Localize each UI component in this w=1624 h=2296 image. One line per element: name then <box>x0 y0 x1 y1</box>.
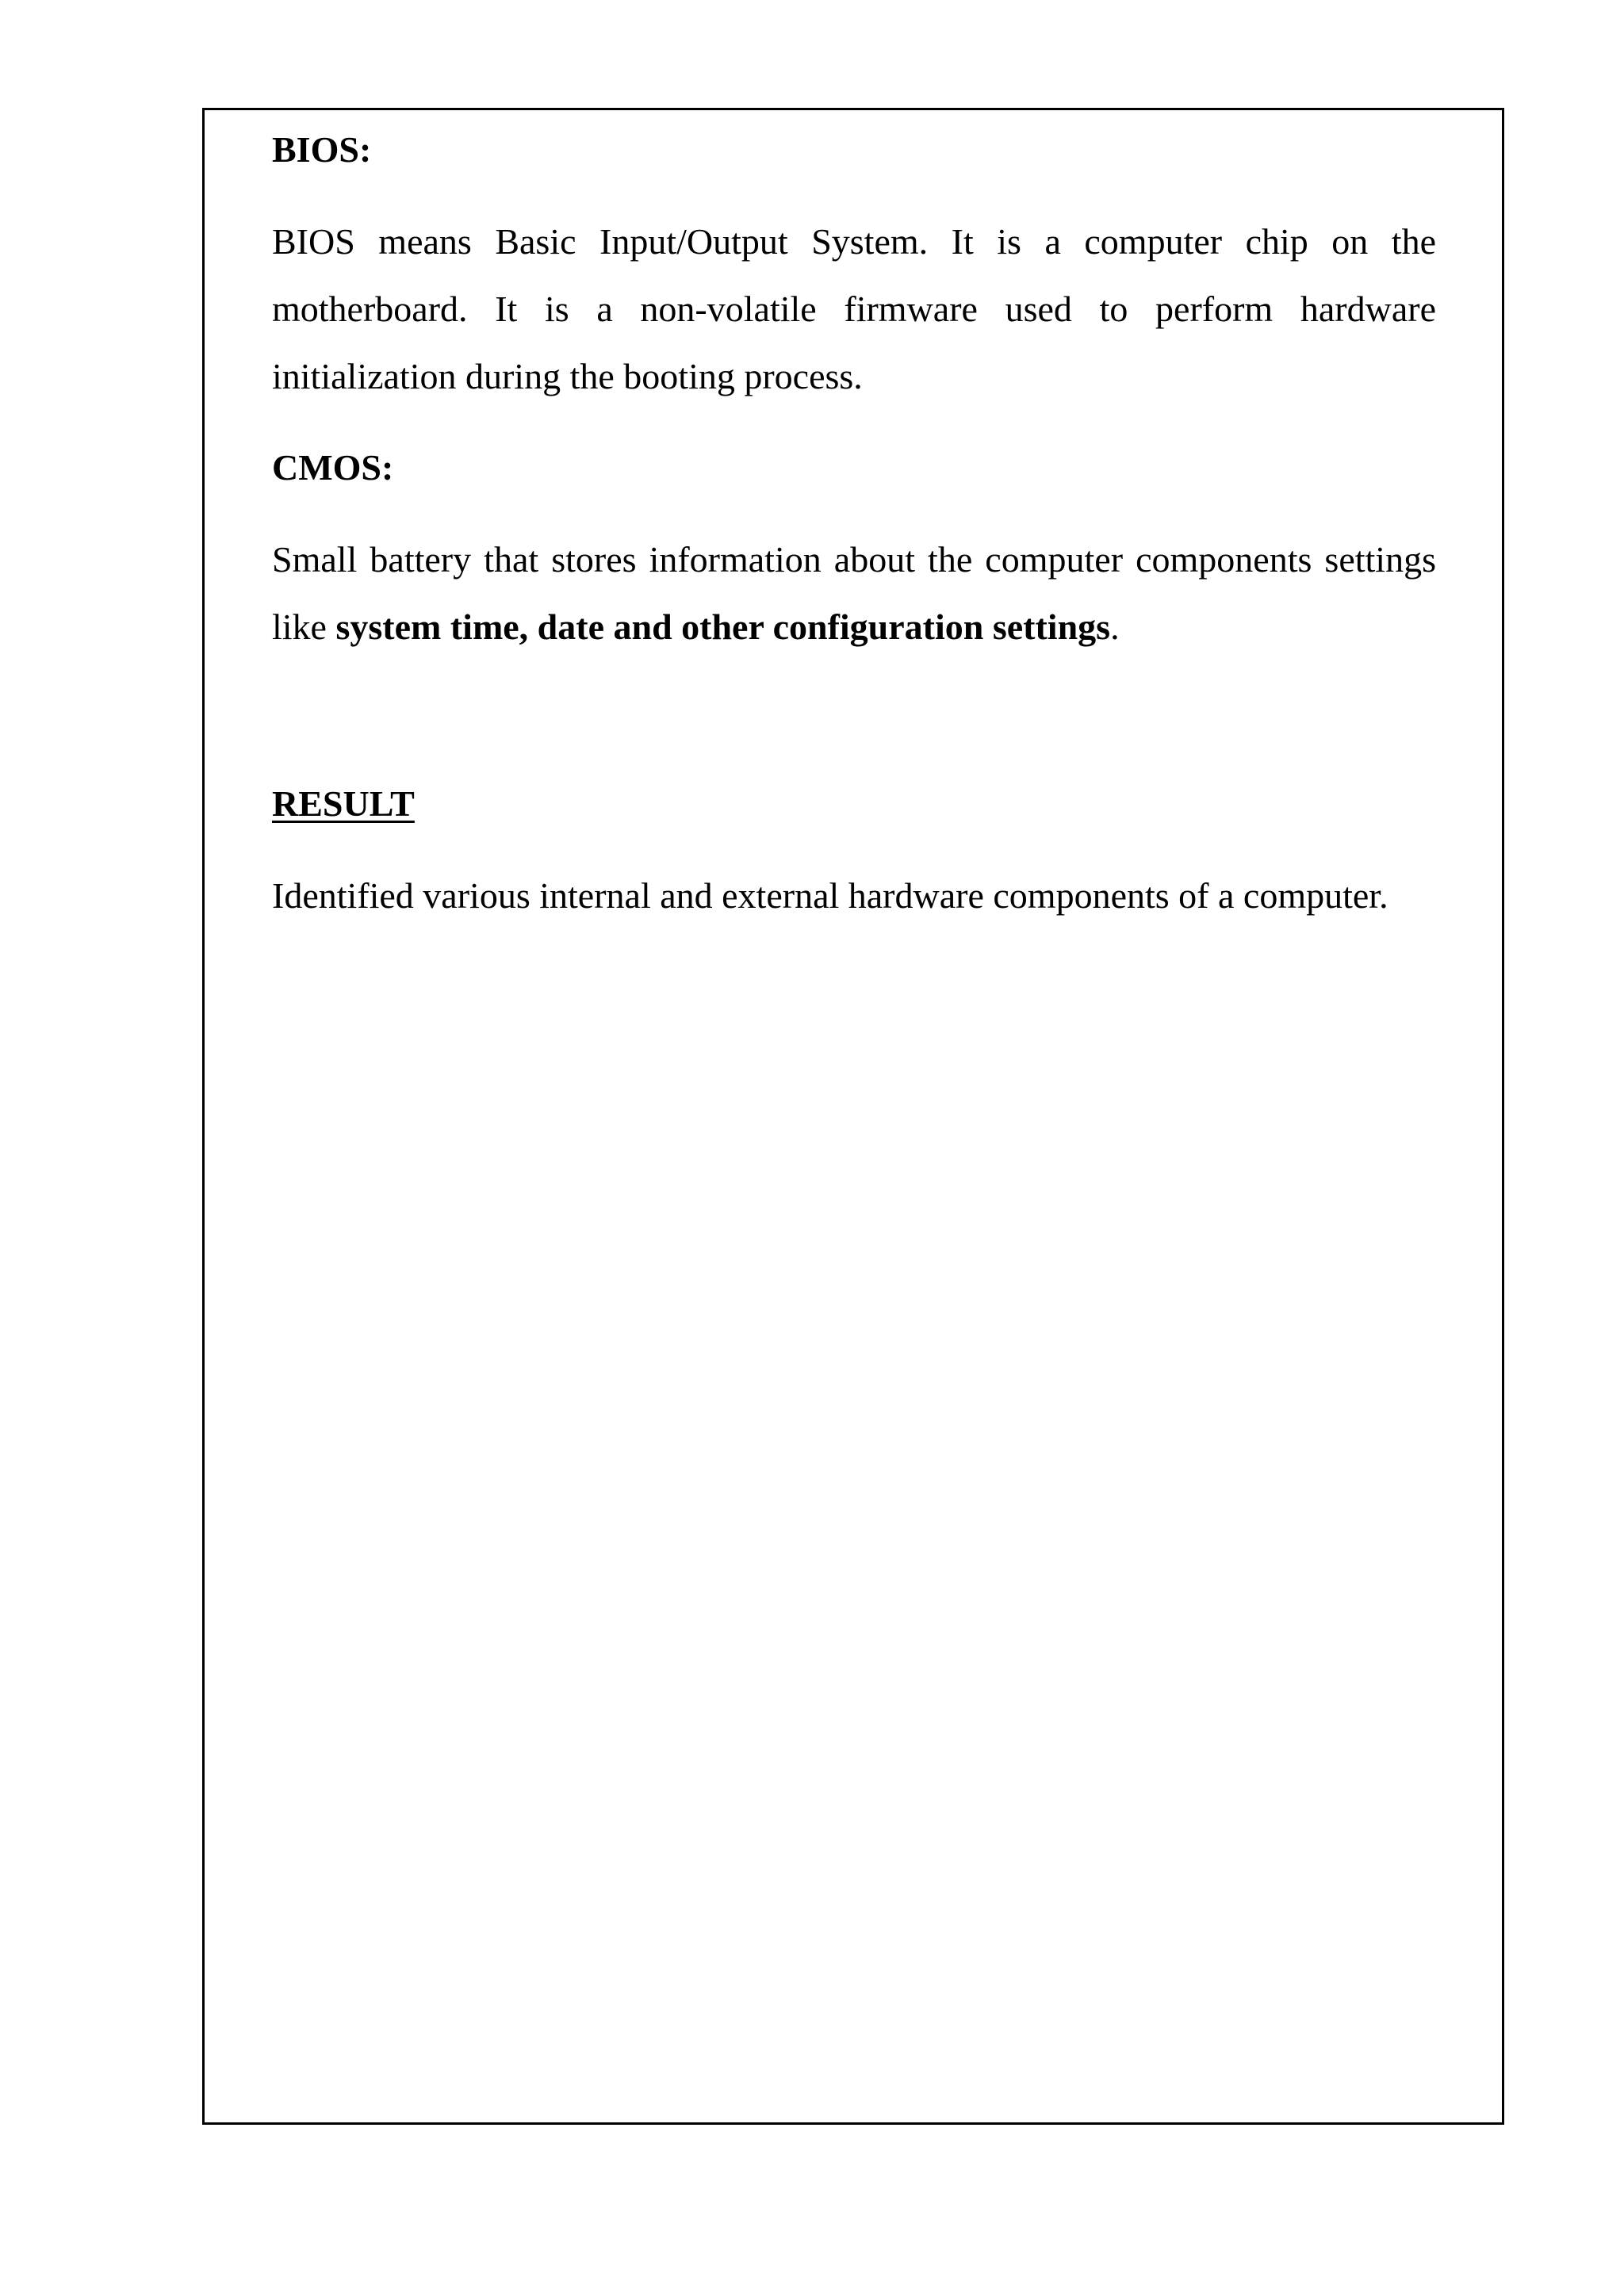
document-body <box>272 119 1436 929</box>
cmos-paragraph-start: Small battery that stores information about the computer components settings like <box>272 539 1436 647</box>
cmos-paragraph-end: . <box>1110 607 1120 647</box>
result-paragraph: Identified various internal and external hardware components of a computer. <box>272 875 1388 916</box>
cmos-paragraph <box>272 526 1436 660</box>
bios-paragraph: BIOS means Basic Input/Output System. It is a computer chip on the motherboard. It is a non-volatile firmware used to perform hardware initialization during the booting process. <box>272 221 1436 396</box>
bios-heading: BIOS: <box>272 129 372 170</box>
cmos-heading: CMOS: <box>272 447 394 488</box>
cmos-paragraph-bold: system time, date and other configuration settings <box>335 607 1111 647</box>
result-heading: RESULT <box>272 783 415 824</box>
